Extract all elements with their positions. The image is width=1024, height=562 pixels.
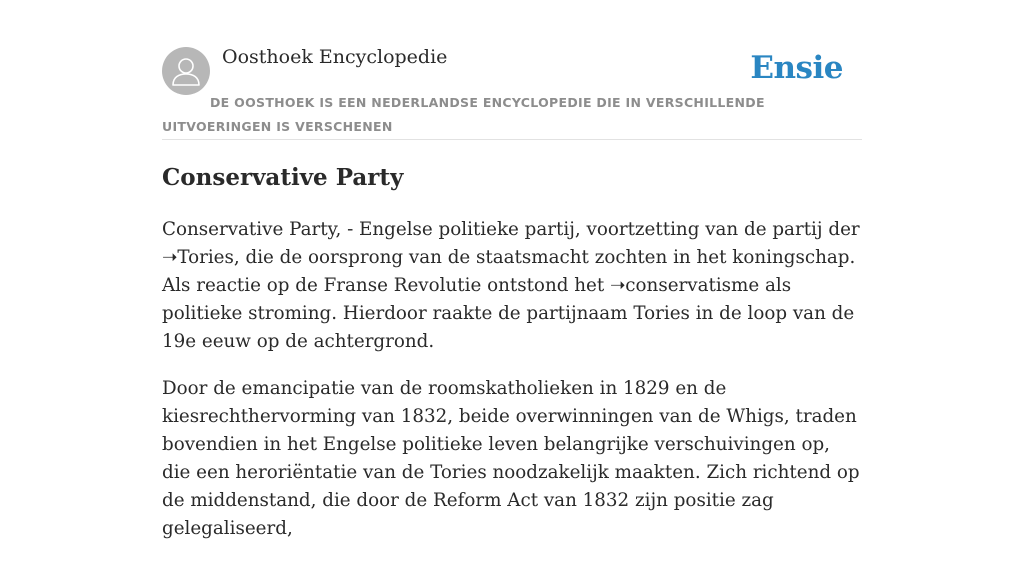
page-title: Conservative Party bbox=[162, 164, 404, 191]
avatar[interactable] bbox=[162, 47, 210, 95]
article-paragraph: Conservative Party, - Engelse politieke partij, voortzetting van de partij der ➝Tories, die de oorsprong van de staatsmacht zochten in het koningschap. Als reactie op de Franse Revolutie ontstond het ➝conservatisme als politieke stroming. Hierdoor raakte de partijnaam Tories in de loop van de 19e eeuw op de achtergrond. bbox=[162, 219, 860, 352]
header bbox=[162, 0, 862, 140]
article-paragraph: Door de emancipatie van de roomskatholieken in 1829 en de kiesrechthervorming van 1832, beide overwinningen van de Whigs, traden bovendien in het Engelse politieke leven belangrijke verschuivingen op, die een heroriëntatie van de Tories noodzakelijk maakten. Zich richtend op de middenstand, die door de Reform Act van 1832 zijn positie zag gelegaliseerd, bbox=[162, 378, 860, 539]
author-tagline: DE OOSTHOEK IS EEN NEDERLANDSE ENCYCLOPEDIE DIE IN VERSCHILLENDE UITVOERINGEN IS VERSCHENEN bbox=[162, 95, 765, 134]
ensie-logo[interactable]: Ensie bbox=[750, 50, 843, 86]
article-body bbox=[162, 216, 862, 562]
user-icon bbox=[162, 47, 210, 95]
page bbox=[162, 0, 862, 539]
author-name[interactable]: Oosthoek Encyclopedie bbox=[222, 46, 448, 68]
